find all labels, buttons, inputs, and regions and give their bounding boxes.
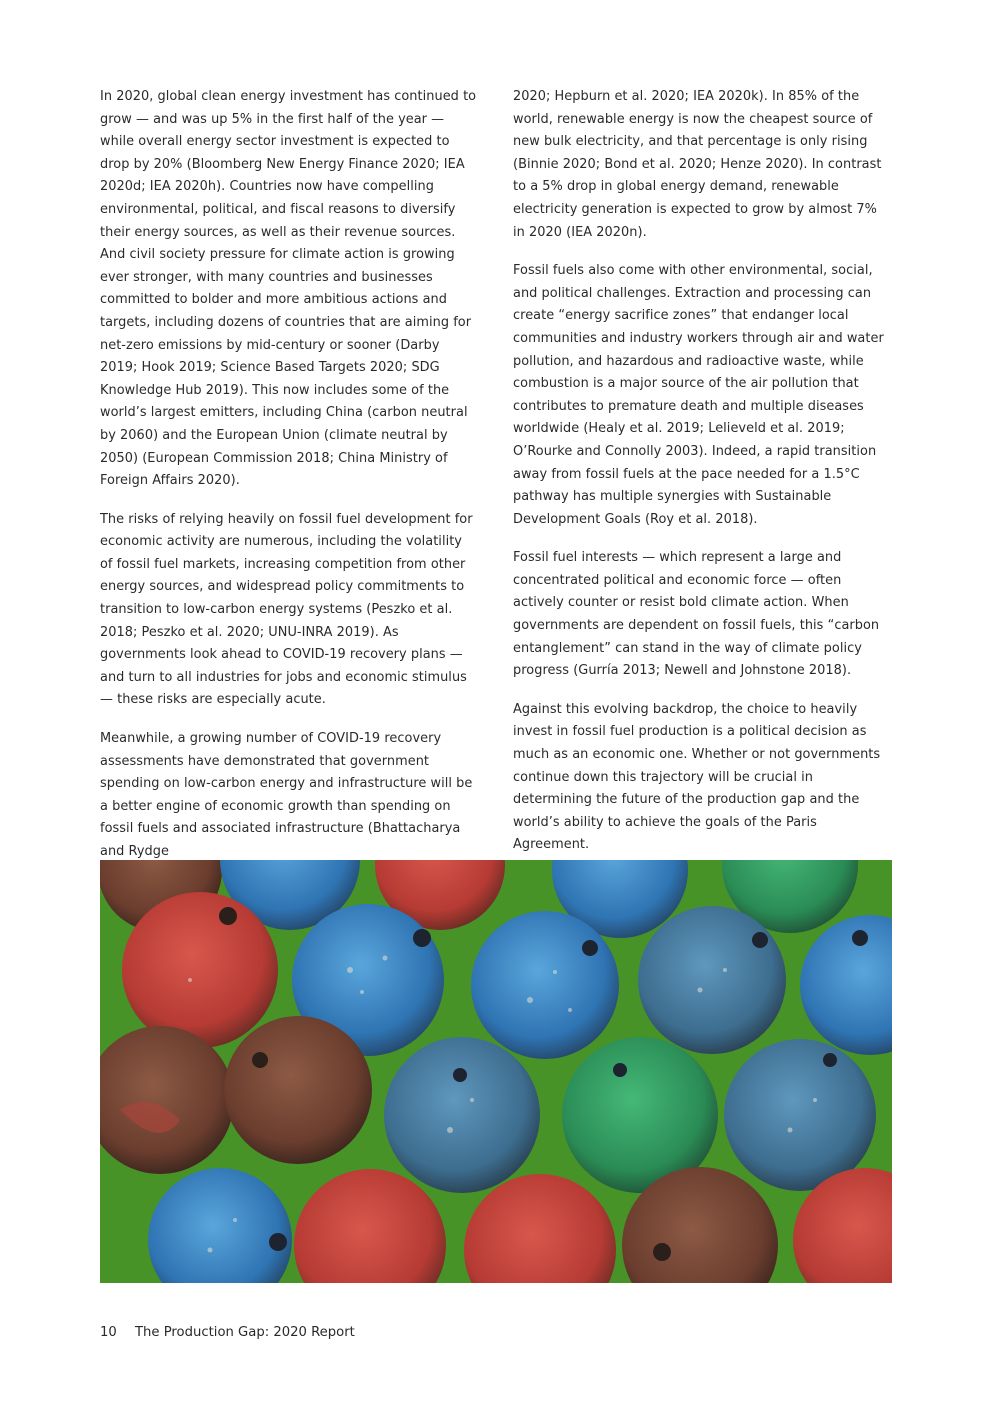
barrel	[638, 906, 786, 1054]
body-paragraph: Fossil fuel interests — which represent a large and concentrated political and economic force — often actively counter or resist bold climate action. When governments are dependent on fossil fuels, this “carbon entanglement” can stand in the way of climate policy progress (Gurría 2013; Newell and Johnstone 2018).	[513, 550, 880, 679]
barrels-illustration	[100, 860, 892, 1283]
page-footer	[100, 1323, 355, 1343]
body-paragraph: Against this evolving backdrop, the choice to heavily invest in fossil fuel production is a political decision as much as an economic one. Whether or not governments continue down this trajectory will be crucial in determining the future of the production gap and the world’s ability to achieve the goals of the Paris Agreement.	[513, 701, 881, 853]
body-paragraph: Fossil fuels also come with other environmental, social, and political challenges. Extraction and processing can create “energy sacrifice zones” that endanger local communities and industry workers through air and water pollution, and hazardous and radioactive waste, while combustion is a major source of the air pollution that contributes to premature death and multiple diseases worldwide (Healy et al. 2019; Lelieveld et al. 2019; O’Rourke and Connolly 2003). Indeed, a rapid transition away from fossil fuels at the pace needed for a 1.5°C pathway has multiple synergies with Sustainable Development Goals (Roy et al. 2018).	[513, 263, 884, 527]
barrel	[224, 1016, 372, 1164]
oil-barrels-photo	[100, 860, 892, 1283]
body-paragraph: Meanwhile, a growing number of COVID-19 recovery assessments have demonstrated that government spending on low-carbon energy and infrastructure will be a better engine of economic growth than spending on fossil fuels and associated infrastructure (Bhattacharya and Rydge	[100, 731, 473, 859]
page-number: 10	[100, 1325, 117, 1340]
barrel	[122, 892, 278, 1048]
left-column	[100, 86, 478, 880]
body-paragraph: The risks of relying heavily on fossil fuel development for economic activity are numerous, including the volatility of fossil fuel markets, increasing competition from other energy sources, and widespread policy commitments to transition to low-carbon energy systems (Peszko et al. 2018; Peszko et al. 2020; UNU-INRA 2019). As governments look ahead to COVID-19 recovery plans — and turn to all industries for jobs and economic stimulus — these risks are especially acute.	[100, 511, 473, 708]
barrel	[471, 911, 619, 1059]
report-title: The Production Gap: 2020 Report	[134, 1325, 355, 1340]
body-paragraph: 2020; Hepburn et al. 2020; IEA 2020k). In 85% of the world, renewable energy is now the cheapest source of new bulk electricity, and that percentage is only rising (Binnie 2020; Bond et al. 2020; Henze 2020). In contrast to a 5% drop in global energy demand, renewable electricity generation is expected to grow by almost 7% in 2020 (IEA 2020n).	[513, 89, 882, 240]
body-paragraph: In 2020, global clean energy investment has continued to grow — and was up 5% in the first half of the year — while overall energy sector investment is expected to drop by 20% (Bloomberg New Energy Finance 2020; IEA 2020d; IEA 2020h). Countries now have compelling environmental, political, and fiscal reasons to diversify their energy sources, as well as their revenue sources. And civil society pressure for climate action is growing ever stronger, with many countries and businesses committed to bolder and more ambitious actions and targets, including dozens of countries that are aiming for net-zero emissions by mid-century or sooner (Darby 2019; Hook 2019; Science Based Targets 2020; SDG Knowledge Hub 2019). This now includes some of the world’s largest emitters, including China (carbon neutral by 2060) and the European Union (climate neutral by 2050) (European Commission 2018; China Ministry of Foreign Affairs 2020).	[100, 89, 477, 489]
barrel	[384, 1037, 540, 1193]
right-column	[513, 86, 891, 873]
barrel	[724, 1039, 876, 1191]
